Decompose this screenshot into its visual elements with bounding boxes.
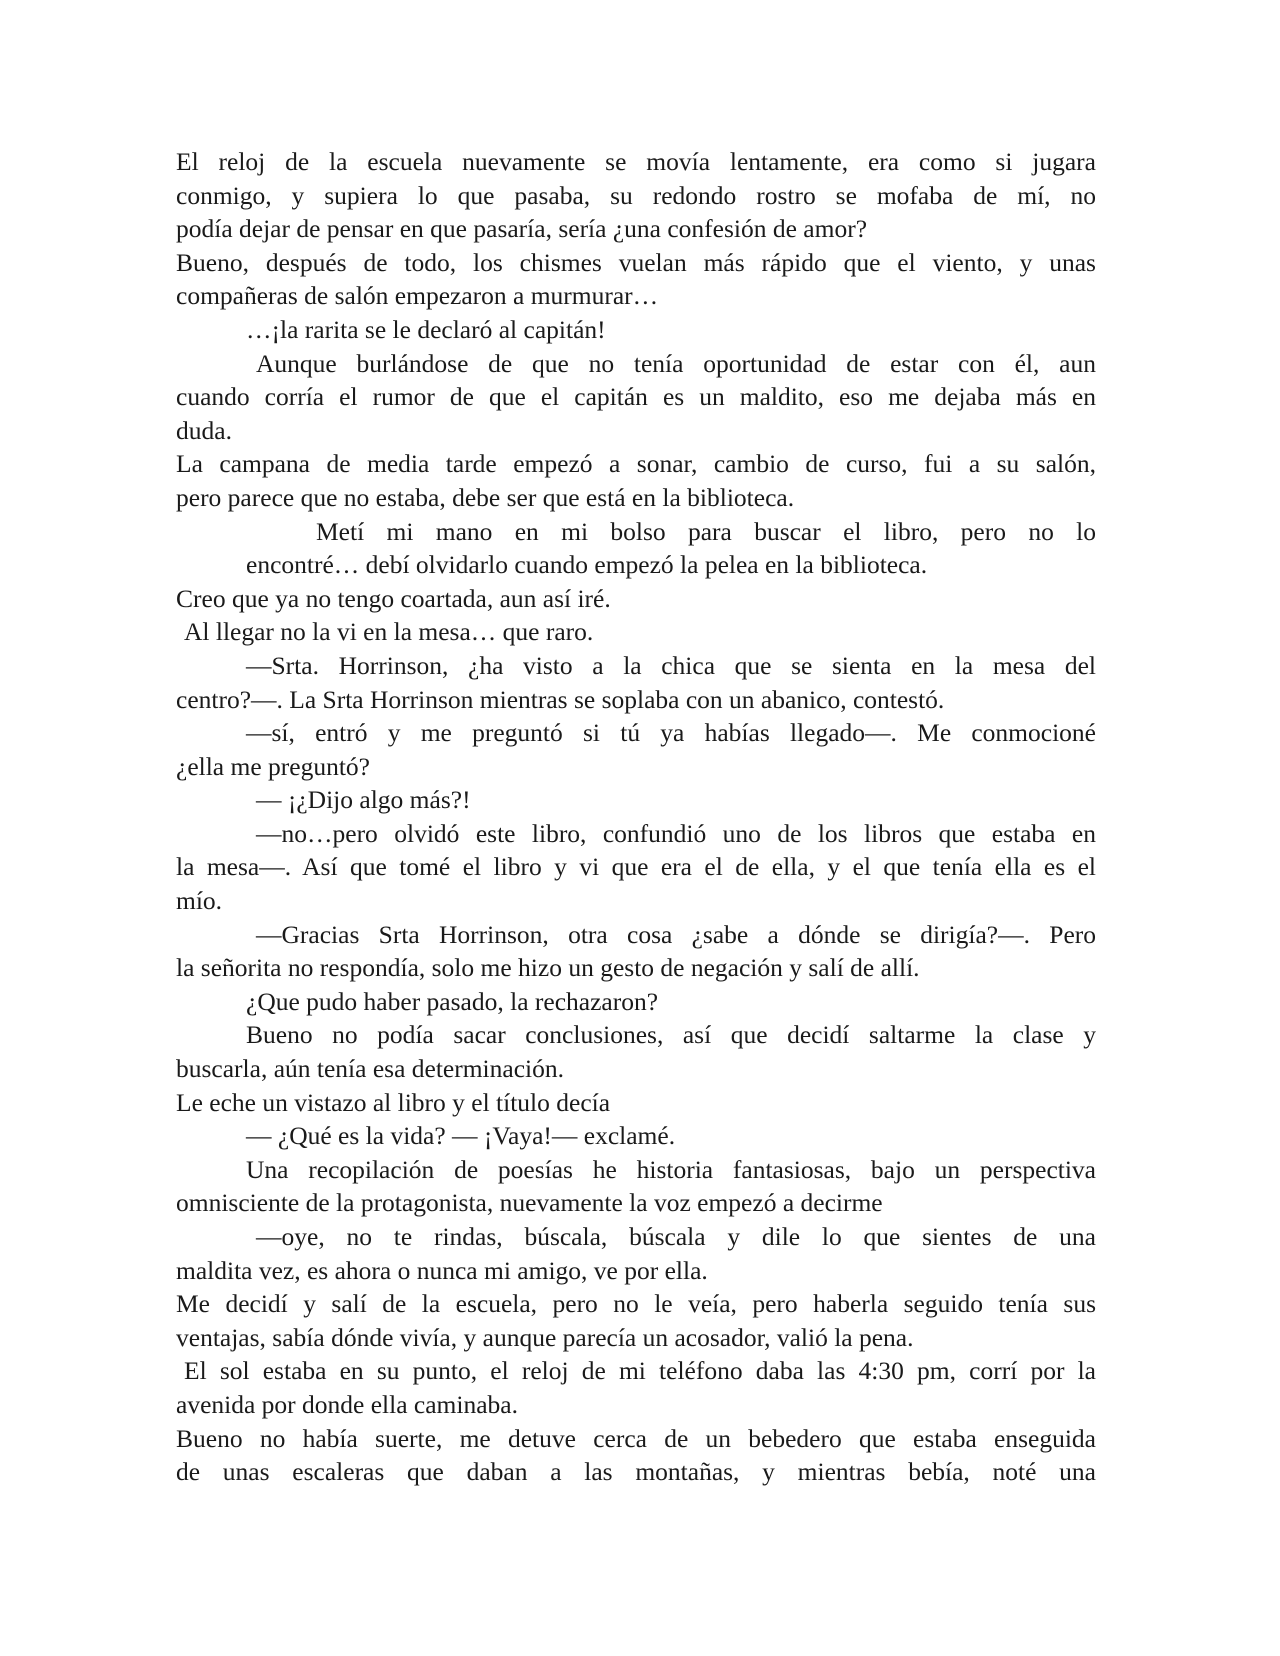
text-line: Al llegar no la vi en la mesa… que raro. bbox=[184, 617, 594, 647]
text-line: Una recopilación de poesías he historia fantasiosas, bajo un perspectiva bbox=[246, 1154, 1096, 1184]
text-line: Bueno, después de todo, los chismes vuelan más rápido que el viento, y unas bbox=[176, 247, 1096, 277]
text-line: la señorita no respondía, solo me hizo un gesto de negación y salí de allí. bbox=[176, 953, 920, 983]
document-page bbox=[176, 145, 1096, 1489]
text-line: buscarla, aún tenía esa determinación. bbox=[176, 1054, 564, 1084]
text-line: compañeras de salón empezaron a murmurar… bbox=[176, 281, 659, 311]
text-line: centro?—. La Srta Horrinson mientras se soplaba con un abanico, contestó. bbox=[176, 684, 945, 714]
text-line: Aunque burlándose de que no tenía oportunidad de estar con él, aun bbox=[256, 348, 1096, 378]
text-line: Metí mi mano en mi bolso para buscar el libro, pero no lo bbox=[316, 516, 1096, 546]
text-line: omnisciente de la protagonista, nuevamente la voz empezó a decirme bbox=[176, 1188, 883, 1218]
text-line: pero parece que no estaba, debe ser que está en la biblioteca. bbox=[176, 482, 795, 512]
text-line: ¿Que pudo haber pasado, la rechazaron? bbox=[246, 986, 659, 1016]
text-line: ventajas, sabía dónde vivía, y aunque parecía un acosador, valió la pena. bbox=[176, 1322, 914, 1352]
text-line: la mesa—. Así que tomé el libro y vi que era el de ella, y el que tenía ella es el bbox=[176, 852, 1096, 882]
text-line: encontré… debí olvidarlo cuando empezó la pelea en la biblioteca. bbox=[246, 550, 928, 580]
text-line: ¿ella me preguntó? bbox=[176, 751, 370, 781]
text-line: El reloj de la escuela nuevamente se movía lentamente, era como si jugara bbox=[176, 147, 1096, 176]
text-line: —oye, no te rindas, búscala, búscala y dile lo que sientes de una bbox=[256, 1222, 1096, 1251]
text-line: Bueno no podía sacar conclusiones, así que decidí saltarme la clase y bbox=[246, 1020, 1096, 1050]
text-line: Bueno no había suerte, me detuve cerca de un bebedero que estaba enseguida bbox=[176, 1423, 1096, 1453]
text-line: podía dejar de pensar en que pasaría, sería ¿una confesión de amor? bbox=[176, 214, 868, 244]
text-line: mío. bbox=[176, 886, 223, 916]
text-line: avenida por donde ella caminaba. bbox=[176, 1389, 518, 1419]
text-line: —no…pero olvidó este libro, confundió uno de los libros que estaba en bbox=[256, 818, 1096, 848]
text-line: de unas escaleras que daban a las montañas, y mientras bebía, noté una bbox=[176, 1457, 1096, 1487]
text-line: —sí, entró y me preguntó si tú ya habías llegado—. Me conmocioné bbox=[246, 718, 1096, 748]
text-line: cuando corría el rumor de que el capitán es un maldito, eso me dejaba más en bbox=[176, 382, 1096, 412]
text-line: conmigo, y supiera lo que pasaba, su redondo rostro se mofaba de mí, no bbox=[176, 180, 1096, 210]
text-line: El sol estaba en su punto, el reloj de mi teléfono daba las 4:30 pm, corrí por la bbox=[184, 1356, 1096, 1386]
text-line: …¡la rarita se le declaró al capitán! bbox=[246, 314, 606, 344]
text-line: —Gracias Srta Horrinson, otra cosa ¿sabe a dónde se dirigía?—. Pero bbox=[256, 919, 1096, 949]
text-line: maldita vez, es ahora o nunca mi amigo, ve por ella. bbox=[176, 1255, 708, 1285]
text-line: Creo que ya no tengo coartada, aun así iré. bbox=[176, 583, 611, 613]
text-line: — ¿Qué es la vida? — ¡Vaya!— exclamé. bbox=[246, 1121, 676, 1151]
text-line: — ¡¿Dijo algo más?! bbox=[256, 785, 471, 815]
text-line: —Srta. Horrinson, ¿ha visto a la chica que se sienta en la mesa del bbox=[246, 650, 1096, 680]
text-line: La campana de media tarde empezó a sonar, cambio de curso, fui a su salón, bbox=[176, 449, 1096, 479]
text-line: duda. bbox=[176, 415, 232, 445]
text-line: Me decidí y salí de la escuela, pero no le veía, pero haberla seguido tenía sus bbox=[176, 1289, 1096, 1319]
text-line: Le eche un vistazo al libro y el título decía bbox=[176, 1087, 611, 1117]
